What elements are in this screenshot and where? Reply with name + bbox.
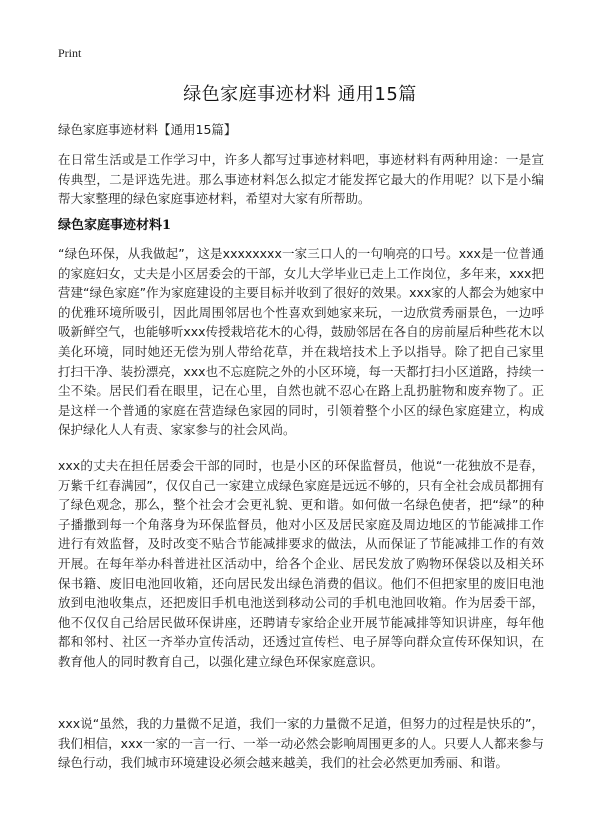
intro-paragraph: 在日常生活或是工作学习中，许多人都写过事迹材料吧，事迹材料有两种用途：一是宣传典型，二是评选先进。那么事迹材料怎么拟定才能发挥它最大的作用呢？以下是小编帮大家整理的绿色家庭事迹材料，希望对大家有所帮助。	[58, 152, 544, 207]
body-paragraph: xxx说“虽然，我的力量微不足道，我们一家的力量微不足道，但努力的过程是快乐的”，我们相信，xxx一家的一言一行、一举一动必然会影响周围更多的人。只要人人都来参与绿色行动，我们城市环境建设必须会越来越美，我们的社会必然更加秀丽、和谐。	[58, 716, 544, 771]
body-paragraph: xxx的丈夫在担任居委会干部的同时，也是小区的环保监督员，他说“一花独放不是春，万紫千红春满园”，仅仅自己一家建立成绿色家庭是远远不够的，只有全社会成员都拥有了绿色观念，那么，整个社会才会更礼貌、更和谐。如何做一名绿色使者，把“绿”的种子播撒到每一个角落身为环保监督员，他对小区及居民家庭及周边地区的节能减排工作进行有效监督，及时改变不贴合节能减排要求的做法，从而保证了节能减排工作的有效开展。在每年举办科普进社区活动中，给各个企业、居民发放了购物环保袋以及相关环保书籍、废旧电池回收箱，还向居民发出绿色消费的倡议。他们不但把家里的废旧电池放到电池收集点，还把废旧手机电池送到移动公司的手机电池回收箱。作为居委干部，他不仅仅自己给居民做环保讲座，还聘请专家给企业开展节能减排等知识讲座，每年他都和邻村、社区一齐举办宣传活动，还透过宣传栏、电子屏等向群众宣传环保知识，在教育他人的同时教育自己，以强化建立绿色环保家庭意识。	[58, 458, 544, 669]
body-paragraph: “绿色环保，从我做起”，这是xxxxxxxx一家三口人的一句响亮的口号。xxx是一位普通的家庭妇女，丈夫是小区居委会的干部，女儿大学毕业已走上工作岗位，多年来，xxx把营建“绿色家庭”作为家庭建设的主要目标并收到了很好的效果。xxx家的人都会为她家中的优雅环境所吸引，因此周围邻居也个性喜欢到她家来玩，一边欣赏秀丽景色，一边呼吸新鲜空气，也能够听xxx传授栽培花木的心得，鼓励邻居在各自的房前屋后种些花木以美化环境，同时她还无偿为别人带给花草，并在栽培技术上予以指导。除了把自己家里打扫干净、装扮漂亮，xxx也不忘庭院之外的小区环境，每一天都打扫小区道路，持续一尘不染。居民们看在眼里，记在心里，自然也就不忍心在路上乱扔脏物和废弃物了。正是这样一个普通的家庭在营造绿色家园的同时，引领着整个小区的绿色家庭建立，构成保护绿化人人有责、家家参与的社会风尚。	[58, 246, 544, 438]
document-subtitle: 绿色家庭事迹材料【通用15篇】	[58, 122, 237, 137]
document-title: 绿色家庭事迹材料 通用15篇	[183, 84, 417, 105]
print-label[interactable]: Print	[58, 46, 82, 60]
section-heading: 绿色家庭事迹材料1	[58, 218, 172, 233]
